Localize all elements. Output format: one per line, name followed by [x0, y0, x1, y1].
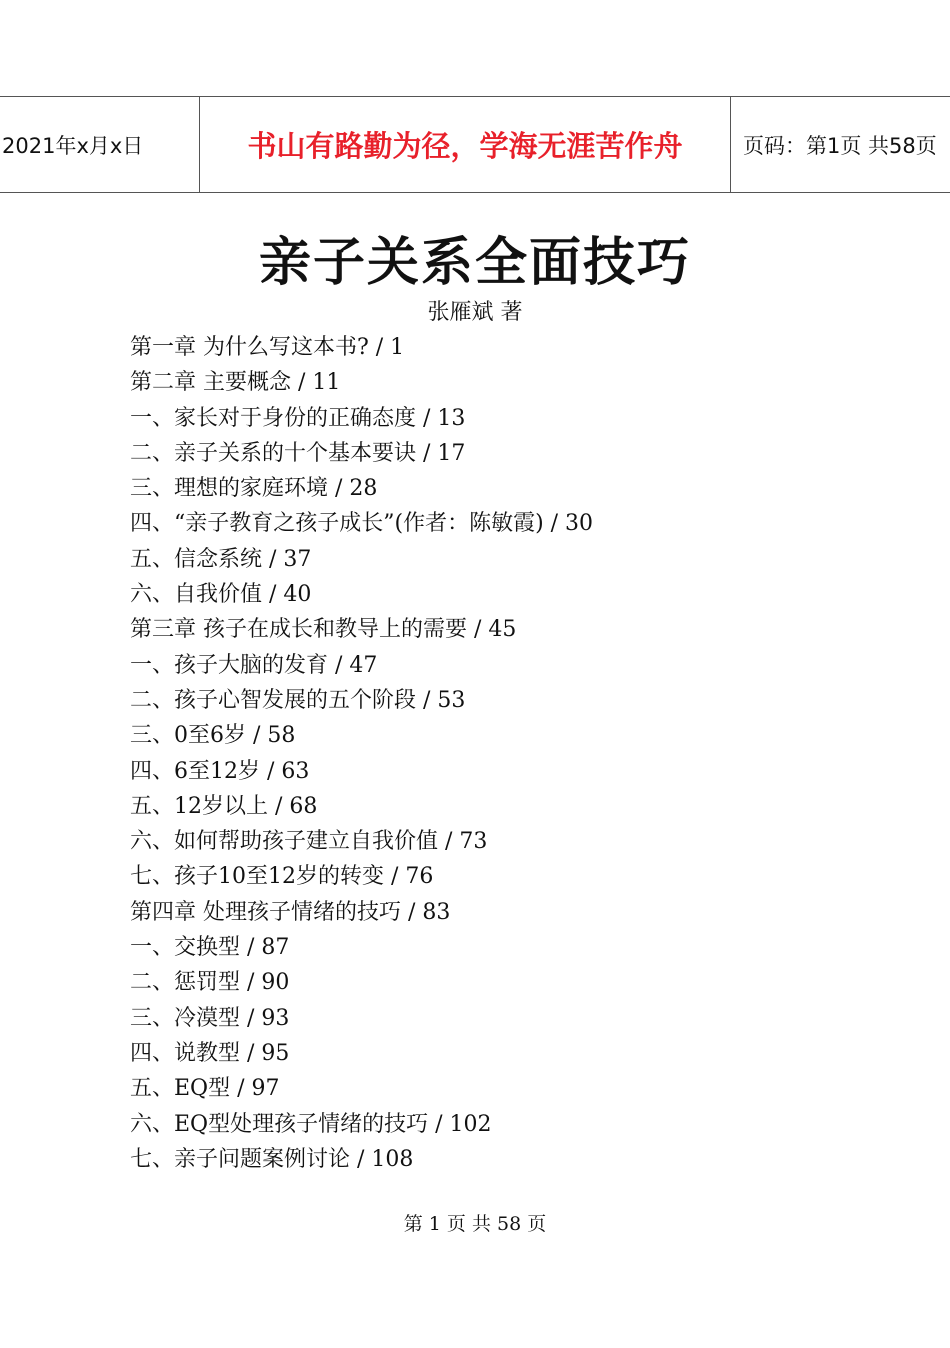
- toc-entry: 七、孩子10至12岁的转变 / 76: [130, 864, 434, 890]
- toc-entry: 二、亲子关系的十个基本要诀 / 17: [130, 440, 466, 466]
- page-footer: 第 1 页 共 58 页: [403, 1213, 547, 1235]
- document-author: 张雁斌 著: [427, 300, 523, 325]
- toc-entry: 一、交换型 / 87: [130, 935, 290, 961]
- toc-entry: 四、“亲子教育之孩子成长”(作者：陈敏霞) / 30: [130, 511, 594, 537]
- page-header: [0, 96, 950, 193]
- toc-entry: 四、说教型 / 95: [130, 1040, 290, 1066]
- header-motto: 书山有路勤为径，学海无涯苦作舟: [200, 97, 731, 192]
- toc-entry: 四、6至12岁 / 63: [130, 758, 310, 784]
- toc-entry: 六、EQ型处理孩子情绪的技巧 / 102: [130, 1111, 492, 1137]
- toc-entry: 五、12岁以上 / 68: [130, 793, 318, 819]
- header-date: 2021年x月x日: [0, 97, 200, 192]
- table-of-contents: [130, 330, 890, 1177]
- toc-entry: 三、理想的家庭环境 / 28: [130, 476, 378, 502]
- toc-entry: 一、家长对于身份的正确态度 / 13: [130, 405, 466, 431]
- toc-entry: 二、惩罚型 / 90: [130, 970, 290, 996]
- toc-entry: 七、亲子问题案例讨论 / 108: [130, 1146, 414, 1172]
- toc-entry: 第四章 处理孩子情绪的技巧 / 83: [130, 899, 451, 925]
- header-page-info: 页码：第1页 共58页: [743, 133, 937, 158]
- toc-entry: 第三章 孩子在成长和教导上的需要 / 45: [130, 617, 517, 643]
- toc-entry: 三、0至6岁 / 58: [130, 723, 296, 749]
- toc-entry: 第一章 为什么写这本书? / 1: [130, 335, 405, 360]
- toc-entry: 二、孩子心智发展的五个阶段 / 53: [130, 687, 466, 713]
- document-title: 亲子关系全面技巧: [258, 233, 691, 293]
- toc-entry: 一、孩子大脑的发育 / 47: [130, 652, 378, 678]
- toc-entry: 三、冷漠型 / 93: [130, 1005, 290, 1031]
- toc-entry: 六、自我价值 / 40: [130, 582, 312, 608]
- toc-entry: 五、信念系统 / 37: [130, 546, 312, 572]
- toc-entry: 第二章 主要概念 / 11: [130, 370, 341, 396]
- toc-entry: 六、如何帮助孩子建立自我价值 / 73: [130, 829, 488, 855]
- toc-entry: 五、EQ型 / 97: [130, 1076, 280, 1102]
